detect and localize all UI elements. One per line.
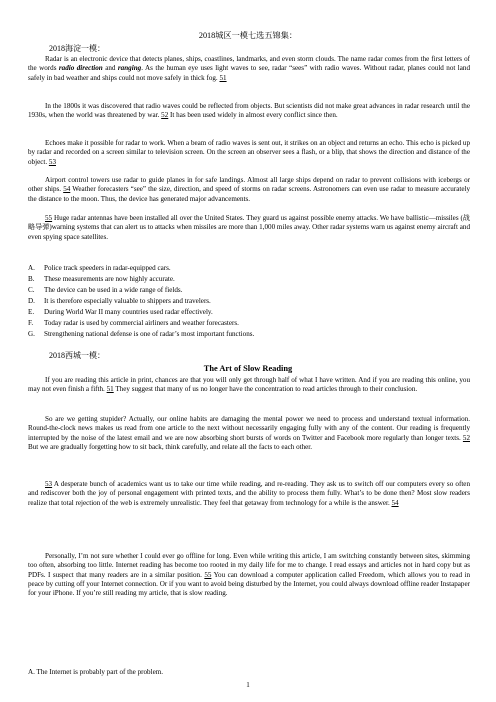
blank-52: 52 [161, 111, 169, 120]
blank-54: 54 [391, 498, 399, 507]
article-option-a: A. The Internet is probably part of the problem. [28, 668, 164, 676]
blank-53: 53 [45, 480, 53, 488]
blank-54: 54 [63, 185, 71, 194]
option-f: F. Today radar is used by commercial airliners and weather forecasters. [28, 319, 239, 327]
option-c: C. The device can be used in a wide range of fields. [28, 286, 183, 294]
option-e: E. During World War II many countries used radar effectively. [28, 308, 213, 316]
blank-52: 52 [462, 433, 470, 442]
article-paragraph-4: Personally, I’m not sure whether I could ever go offline for long. Even while writing this article, I am switching constantly between sites, skimming too often, absorbing too little. Internet reading has become too rooted in my daily life for me to change. I read essays and articles not in hard copy but as PDFs. I suspect that many readers are in a similar position. 55 You can download a computer application called Freedom, which allows you to read in peace by cutting off your Internet connection. Or if you want to avoid being disturbed by the Internet, you could always download offline reader Instapaper for your iPhone. If you’re still reading my article, that is slow reading. [28, 552, 470, 598]
paragraph-1: Radar is an electronic device that detects planes, ships, coastlines, landmarks, and even storm clouds. The name radar comes from the first letters of the words radio direction and ranging. As the human eye uses light waves to see, radar “sees” with radio waves. Without radar, planes could not land safely in bad weather and ships could not move safely in thick fog. 51 [28, 55, 471, 82]
option-d: D. It is therefore especially valuable to shippers and travelers. [28, 297, 211, 305]
paragraph-5: 55 Huge radar antennas have been installed all over the United States. They guard us against possible enemy attacks. We have ballistic—missiles (战略导弹)warning systems that can alert us to attacks when missiles are more than 1,000 miles away. Other radar systems warn us against enemy aircraft and even spying space satellites. [28, 214, 470, 241]
blank-51: 51 [106, 385, 114, 394]
paragraph-2: In the 1800s it was discovered that radio waves could be reflected from objects. But scientists did not make great advances in radar research until the 1930s, when the world was threatened by war. 52 It has been used widely in almost every conflict since then. [28, 102, 470, 120]
section-heading-haidian: 2018海淀一模： [49, 44, 105, 53]
blank-55: 55 [45, 214, 53, 222]
section-heading-xicheng: 2018西城一模： [49, 351, 105, 360]
page-number: 1 [246, 681, 250, 689]
article-paragraph-1: If you are reading this article in print, chances are that you will only get through half of what I have written. And if you are reading this online, you may not even finish a fifth. 51 They suggest that many of us no longer have the concentration to read articles through to their conclusion. [28, 376, 470, 394]
blank-55: 55 [204, 570, 212, 579]
paragraph-3: Echoes make it possible for radar to work. When a beam of radio waves is sent out, it strikes on an object and returns an echo. This echo is picked up by radar and recorded on a screen similar to television screen. On the screen an observer sees a flash, or a blip, that shows the direction and distance of the object. 53 [28, 139, 470, 166]
article-title: The Art of Slow Reading [203, 364, 293, 373]
blank-51: 51 [219, 73, 227, 82]
paragraph-4: Airport control towers use radar to guide planes in for safe landings. Almost all large ships depend on radar to prevent collisions with icebergs or other ships. 54 Weather forecasters “see” the size, direction, and speed of storms on radar screens. Astronomers can even use radar to measure accurately the distance to the moon. Thus, the device has generated major advancements. [28, 176, 471, 203]
option-a: A. Police track speeders in radar-equipped cars. [28, 264, 171, 272]
option-b: B. These measurements are now highly accurate. [28, 275, 175, 283]
article-paragraph-3: 53 A desperate bunch of academics want us to take our time while reading, and re-reading. They ask us to switch off our computers every so often and rediscover both the joy of personal engagement with printed texts, and the ability to process them fully. What’s to be done then? Most slow readers realize that total rejection of the web is extremely unrealistic. They feel that getaway from technology for a while is the answer. 54 [28, 480, 470, 507]
article-paragraph-2: So are we getting stupider? Actually, our online habits are damaging the mental power we need to process and understand textual information. Round-the-clock news makes us read from one article to the next without necessarily engaging fully with any of the content. Our reading is frequently interrupted by the noise of the latest email and we are now absorbing short bursts of words on Twitter and Facebook more regularly than longer texts. 52 But we are gradually forgetting how to sit back, think carefully, and relate all the facts to each other. [28, 415, 470, 452]
blank-53: 53 [48, 157, 56, 166]
option-g: G. Strengthening national defense is one of radar’s most important functions. [28, 330, 255, 338]
page-title: 2018城区一模七选五锦集： [198, 31, 298, 40]
